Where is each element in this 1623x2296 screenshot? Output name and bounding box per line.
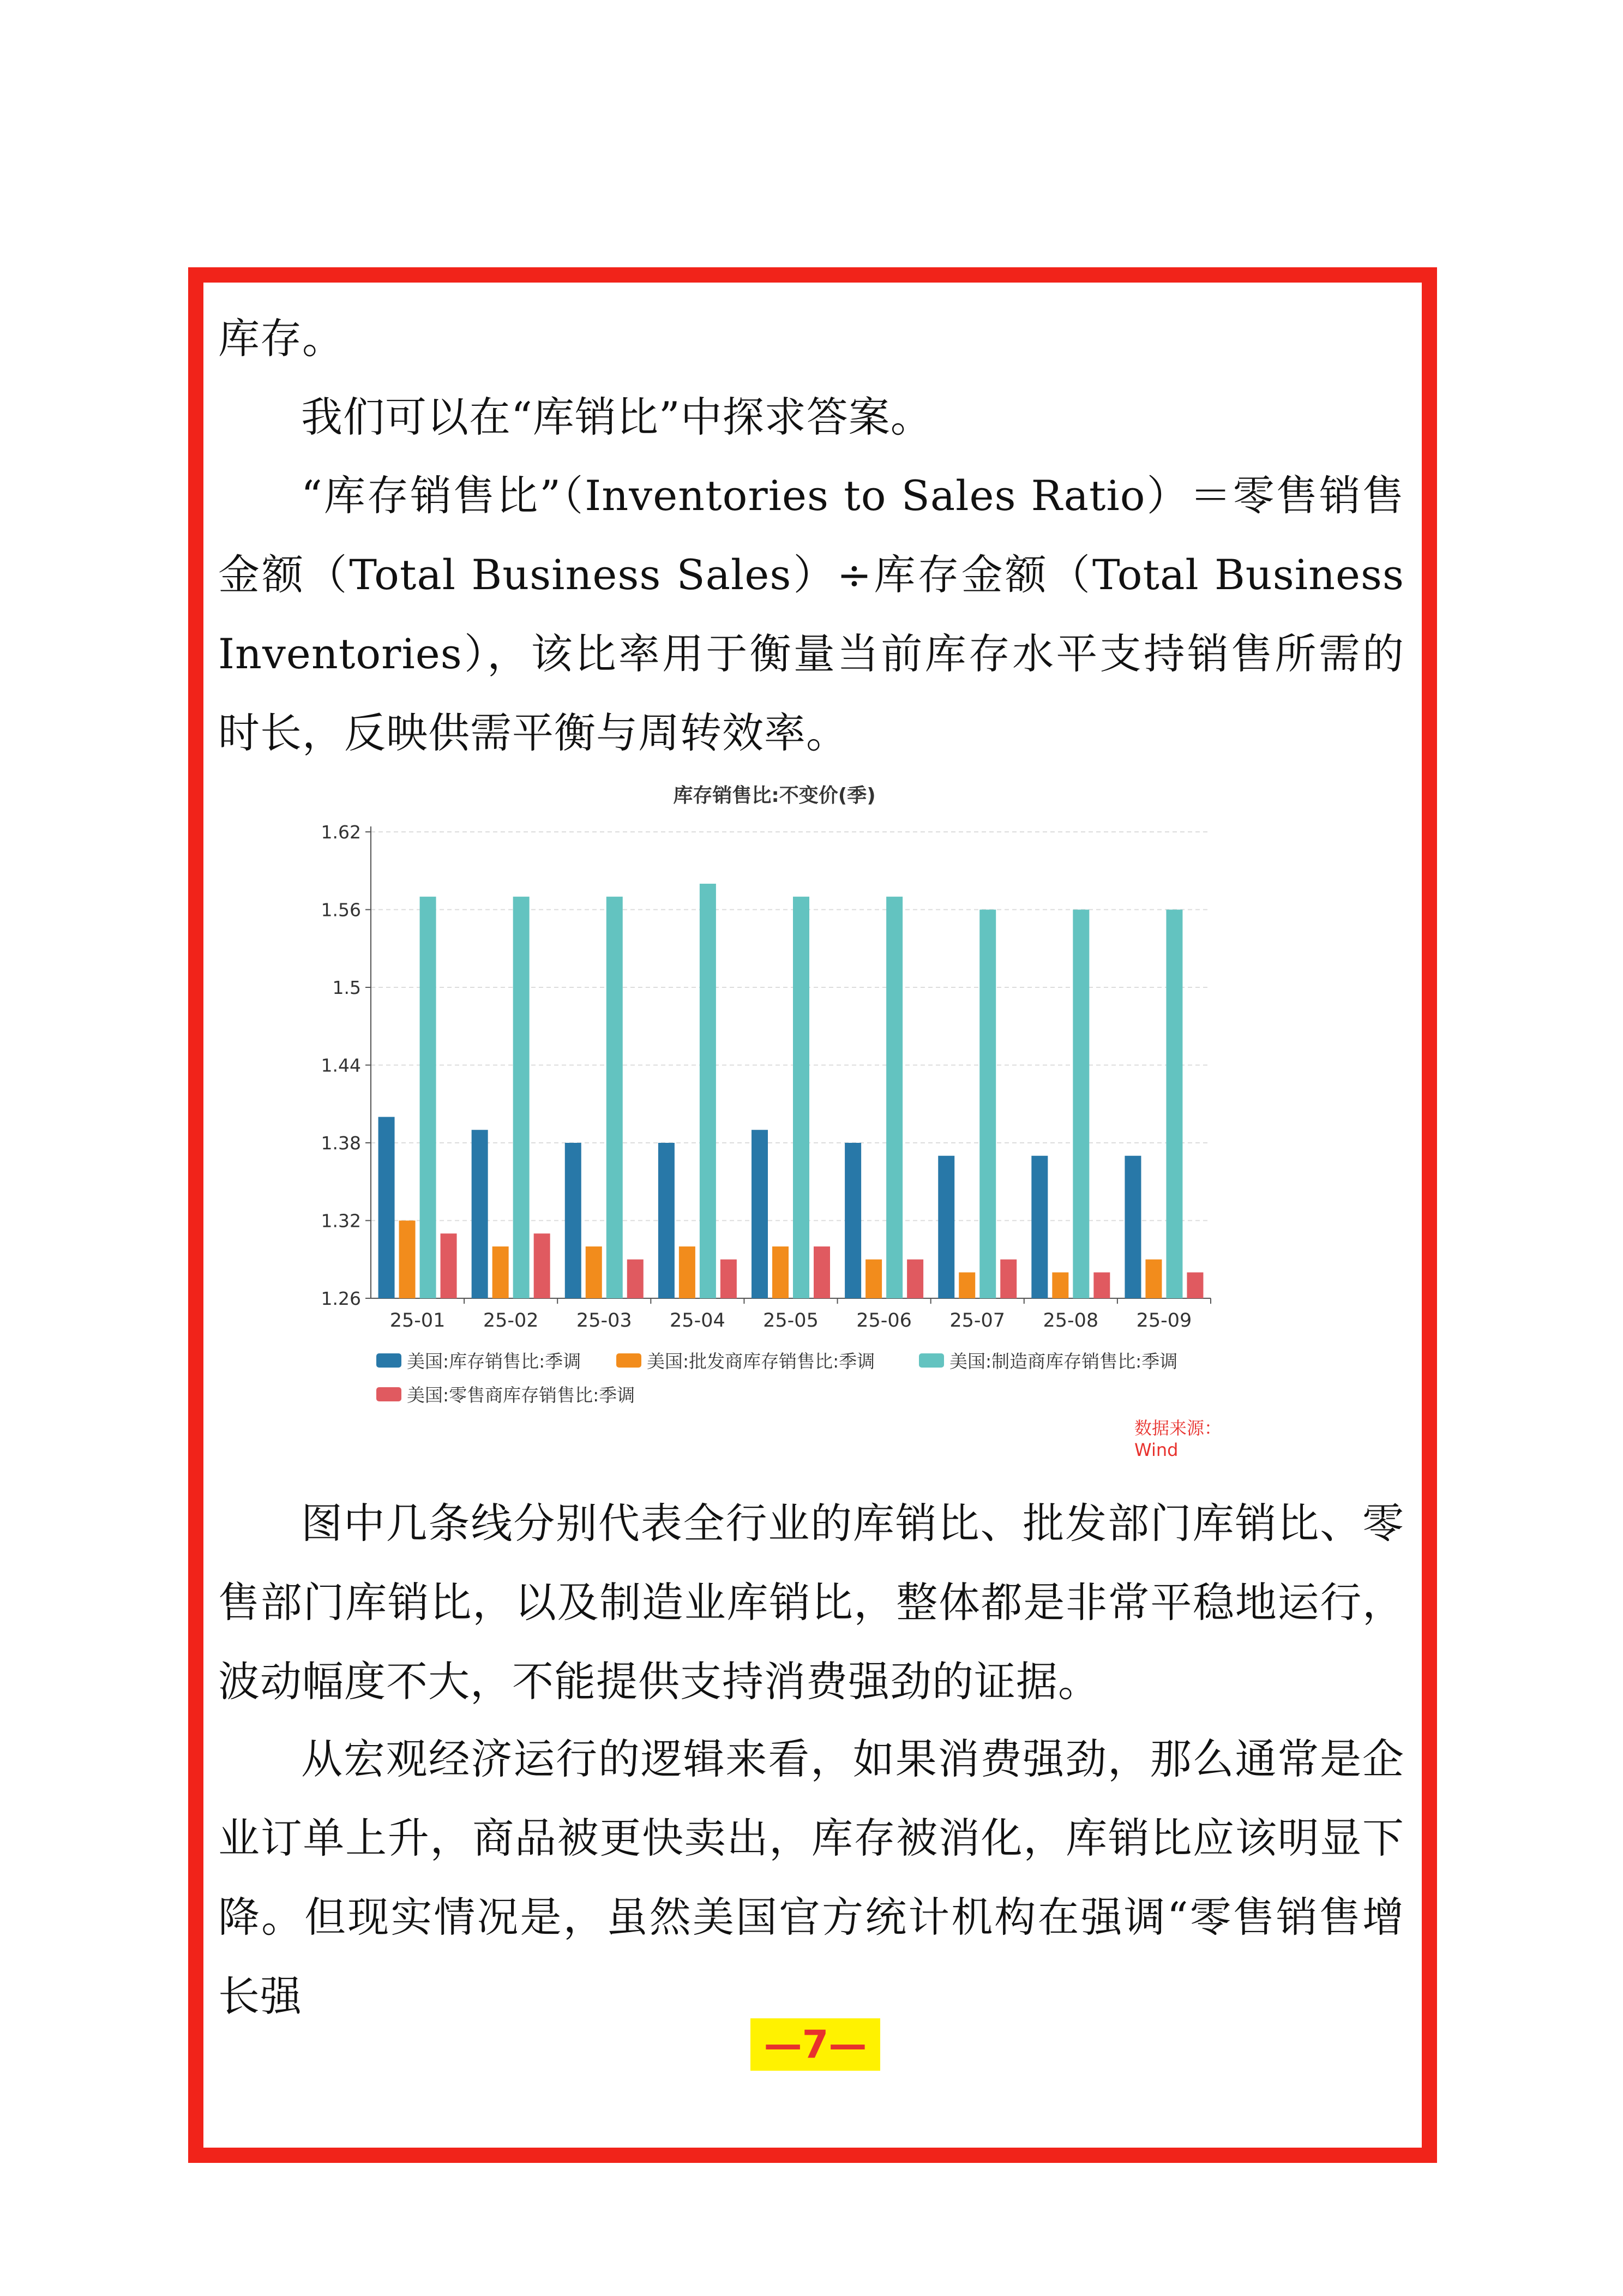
- bar: [793, 897, 809, 1298]
- legend-item: [919, 1347, 1177, 1373]
- bar: [814, 1246, 830, 1298]
- y-tick-label: 1.62: [321, 822, 361, 843]
- chart-source: 数据来源：Wind: [1134, 1418, 1222, 1460]
- legend-label: 美国:零售商库存销售比:季调: [407, 1384, 635, 1406]
- bar: [979, 910, 996, 1299]
- bar: [441, 1233, 457, 1298]
- bar: [752, 1130, 768, 1298]
- bar: [534, 1233, 550, 1298]
- bar: [865, 1260, 882, 1298]
- x-tick-label: 25-02: [483, 1310, 539, 1332]
- bar: [700, 884, 716, 1298]
- y-tick-label: 1.44: [321, 1054, 361, 1076]
- y-tick-label: 1.26: [321, 1288, 361, 1309]
- bar: [658, 1143, 675, 1298]
- bar: [1125, 1156, 1141, 1298]
- bar: [420, 897, 436, 1298]
- bar: [1000, 1260, 1017, 1298]
- y-tick-label: 1.56: [321, 899, 361, 921]
- bar: [720, 1260, 737, 1298]
- bar: [1031, 1156, 1048, 1298]
- bar: [1093, 1273, 1110, 1299]
- inventory-sales-ratio-chart: [294, 772, 1254, 1459]
- legend-label: 美国:批发商库存销售比:季调: [647, 1351, 875, 1372]
- bar: [399, 1221, 416, 1299]
- bar: [1052, 1273, 1068, 1299]
- bar: [378, 1117, 395, 1299]
- x-tick-label: 25-09: [1136, 1310, 1192, 1332]
- bar: [606, 897, 623, 1298]
- x-tick-label: 25-06: [856, 1310, 912, 1332]
- bar: [627, 1260, 644, 1298]
- chart-title: 库存销售比:不变价(季): [673, 784, 876, 807]
- paragraph-1: 库存。: [218, 314, 344, 363]
- paragraph-5: 从宏观经济运行的逻辑来看，如果消费强劲，那么通常是企业订单上升，商品被更快卖出，库存被消化，库销比应该明显下降。但现实情况是，虽然美国官方统计机构在强调“零售销售增长强: [218, 1735, 1404, 2021]
- legend-swatch: [376, 1353, 401, 1368]
- bar: [679, 1246, 695, 1298]
- bar: [1187, 1273, 1203, 1299]
- bar: [1166, 910, 1182, 1299]
- bar: [959, 1273, 975, 1299]
- x-tick-label: 25-07: [949, 1310, 1006, 1332]
- y-tick-label: 1.5: [332, 977, 361, 998]
- y-tick-label: 1.32: [321, 1210, 361, 1232]
- x-tick-label: 25-01: [389, 1310, 446, 1332]
- bar: [1073, 910, 1089, 1299]
- bar: [845, 1143, 861, 1298]
- y-tick-label: 1.38: [321, 1132, 361, 1154]
- bar: [513, 897, 530, 1298]
- paragraph-2: 我们可以在“库销比”中探求答案。: [301, 393, 933, 441]
- bar: [938, 1156, 954, 1298]
- legend-swatch: [616, 1353, 641, 1368]
- bar: [586, 1246, 602, 1298]
- legend-item: [376, 1381, 635, 1407]
- bar: [472, 1130, 488, 1298]
- bar: [1145, 1260, 1162, 1298]
- bar: [772, 1246, 789, 1298]
- legend-swatch: [376, 1387, 401, 1401]
- bar: [907, 1260, 923, 1298]
- legend-label: 美国:制造商库存销售比:季调: [949, 1351, 1178, 1372]
- x-tick-label: 25-04: [670, 1310, 725, 1332]
- bar: [886, 897, 903, 1298]
- paragraph-4: 图中几条线分别代表全行业的库销比、批发部门库销比、零售部门库销比，以及制造业库销比，整体都是非常平稳地运行，波动幅度不大，不能提供支持消费强劲的证据。: [218, 1499, 1404, 1706]
- x-tick-label: 25-05: [763, 1310, 819, 1332]
- legend-item: [616, 1347, 875, 1373]
- bar: [492, 1246, 509, 1298]
- x-tick-label: 25-08: [1043, 1310, 1099, 1332]
- legend-label: 美国:库存销售比:季调: [407, 1351, 581, 1372]
- chart-svg: [294, 772, 1254, 1350]
- page-number: —7—: [750, 2018, 880, 2071]
- legend-swatch: [919, 1353, 944, 1368]
- x-tick-label: 25-03: [576, 1310, 632, 1332]
- bar: [565, 1143, 581, 1298]
- legend-item: [376, 1347, 581, 1373]
- paragraph-3: “库存销售比”（Inventories to Sales Ratio）＝零售销售金额（Total Business Sales）÷库存金额（Total Business Inventories），该比率用于衡量当前库存水平支持销售所需的时长，反映供需平衡与周转效率。: [218, 471, 1404, 757]
